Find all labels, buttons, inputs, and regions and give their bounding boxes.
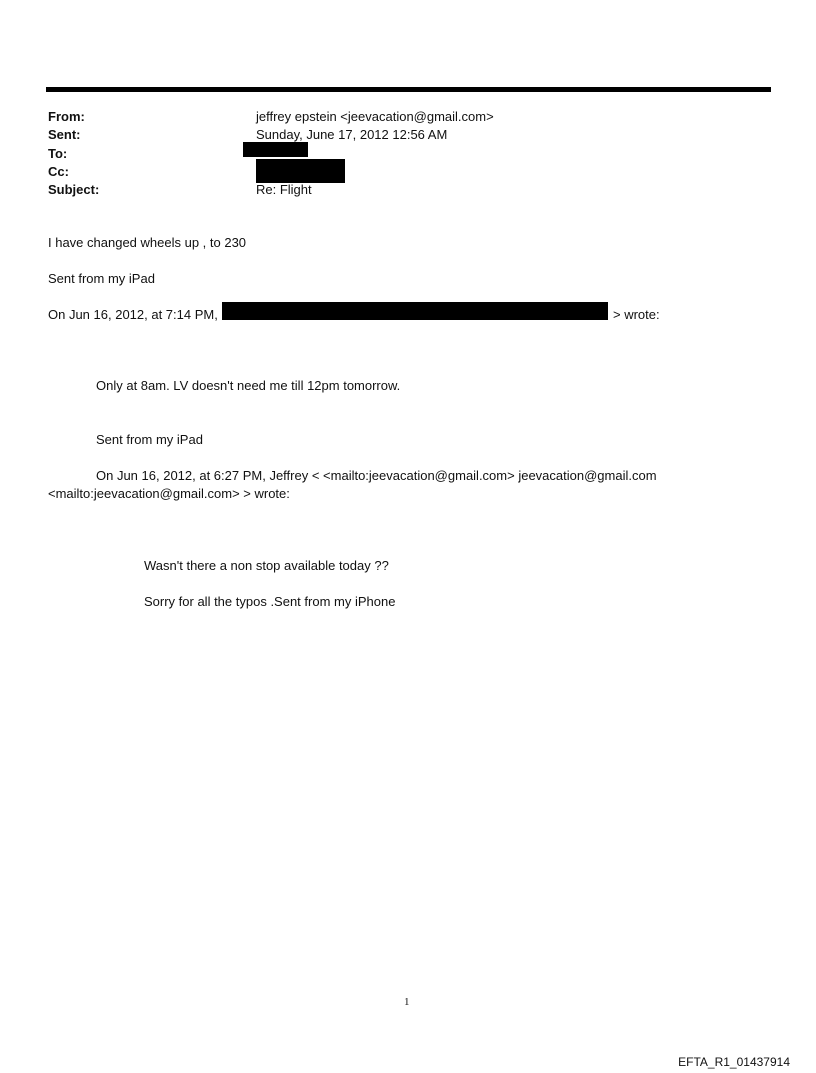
body-line-wheels: I have changed wheels up , to 230 xyxy=(48,235,247,250)
reply-intro-redaction xyxy=(222,302,608,320)
from-label: From: xyxy=(48,109,85,124)
cc-redaction xyxy=(256,159,345,183)
reply-intro-suffix: > wrote: xyxy=(613,307,660,322)
quote-line-intro-cont: <mailto:jeevacation@gmail.com> > wrote: xyxy=(48,486,290,501)
reply-intro-prefix: On Jun 16, 2012, at 7:14 PM, xyxy=(48,307,218,322)
subject-value: Re: Flight xyxy=(256,182,312,197)
sent-value: Sunday, June 17, 2012 12:56 AM xyxy=(256,127,448,142)
inner-line-nonstop: Wasn't there a non stop available today ?? xyxy=(144,558,389,573)
quote-line-intro: On Jun 16, 2012, at 6:27 PM, Jeffrey < <mailto:jeevacation@gmail.com> jeevacation@gmail.com xyxy=(96,468,657,483)
from-value: jeffrey epstein <jeevacation@gmail.com> xyxy=(256,109,494,124)
to-label: To: xyxy=(48,146,68,161)
to-redaction xyxy=(243,142,308,157)
quote-line-signature: Sent from my iPad xyxy=(96,432,203,447)
quote-line-only-at: Only at 8am. LV doesn't need me till 12pm tomorrow. xyxy=(96,378,401,393)
sent-label: Sent: xyxy=(48,127,81,142)
header-divider xyxy=(46,87,771,92)
body-line-signature: Sent from my iPad xyxy=(48,271,155,286)
cc-label: Cc: xyxy=(48,164,69,179)
subject-label: Subject: xyxy=(48,182,100,197)
page-number: 1 xyxy=(404,996,410,1008)
inner-line-signature: Sorry for all the typos .Sent from my iPhone xyxy=(144,594,396,609)
document-id: EFTA_R1_01437914 xyxy=(678,1055,790,1069)
